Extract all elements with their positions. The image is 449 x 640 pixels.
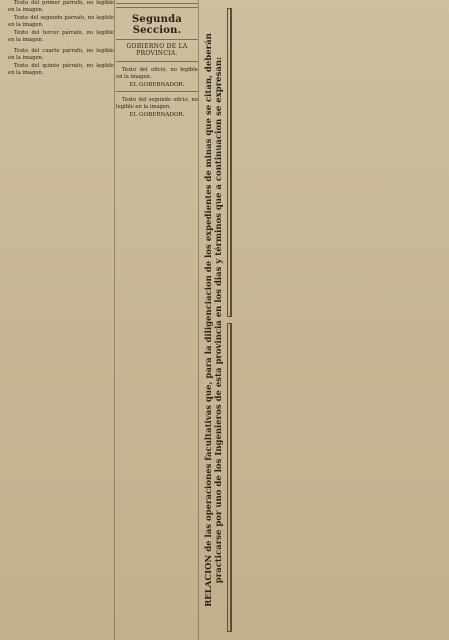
- rotated-table: [200, 0, 449, 640]
- rule: [116, 61, 198, 62]
- middle-column: [116, 0, 198, 640]
- signature-title: EL GOBERNADOR.: [129, 112, 185, 118]
- paragraph: Texto del tercer párrafo, no legible en la imagen.: [8, 30, 114, 43]
- column-divider: [198, 0, 199, 640]
- column-divider: [114, 0, 115, 640]
- table-right-half: [227, 8, 232, 317]
- mining-relation-table: [200, 0, 449, 640]
- paragraph: Texto del quinto párrafo, no legible en la imagen.: [8, 63, 114, 76]
- left-column: [8, 0, 114, 640]
- paragraph: Texto del oficio, no legible en la imagen.: [116, 67, 198, 80]
- paragraph: Texto del primer párrafo, no legible en la imagen.: [8, 0, 114, 13]
- rule: [116, 39, 198, 40]
- signature-title: EL GOBERNADOR.: [129, 82, 185, 88]
- paragraph: Texto del cuarto párrafo, no legible en la imagen.: [8, 48, 114, 61]
- paragraph: Texto del segundo oficio, no legible en la imagen.: [116, 97, 198, 110]
- table-header: [228, 324, 231, 631]
- section-rule: [116, 3, 198, 8]
- section-title: Segunda Seccion.: [132, 14, 182, 36]
- table-title: RELACION de las operaciones facultativas que, para la diligenciacion de los expedientes de minas que se citan, deberán practicarse por uno de los Ingenieros de esta provincia en los dias y términos que a continuacion se expresan:: [204, 33, 224, 607]
- government-heading: GOBIERNO DE LA PROVINCIA.: [126, 43, 188, 57]
- table-header: [228, 9, 231, 316]
- rule: [116, 91, 198, 92]
- paragraph: Texto del segundo párrafo, no legible en la imagen.: [8, 15, 114, 28]
- table-left-half: [227, 323, 232, 632]
